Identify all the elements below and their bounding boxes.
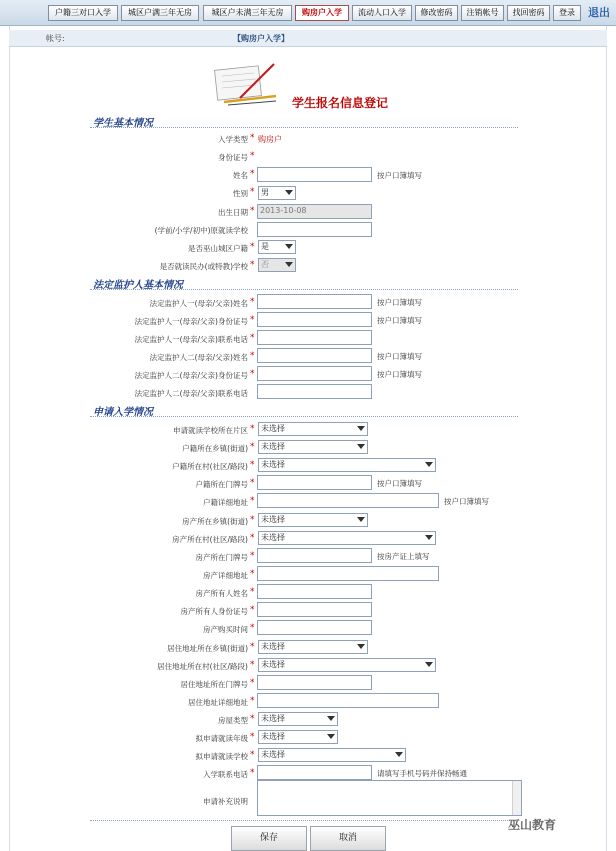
hk-door-input[interactable] <box>257 475 372 490</box>
area-value: 未选择 <box>261 424 285 433</box>
hk-address-label: 户籍详细地址 <box>203 498 248 507</box>
school-label: 拟申请就读学校 <box>195 752 248 761</box>
chevron-down-icon <box>425 662 433 667</box>
required-icon: * <box>250 351 255 361</box>
tab-city-3y[interactable]: 城区户满三年无房 <box>121 5 199 21</box>
tab-migrant[interactable]: 流动人口入学 <box>352 5 412 21</box>
local-select[interactable] <box>258 240 296 254</box>
info-bar <box>9 30 607 47</box>
required-icon: * <box>250 515 255 525</box>
section-guardian: 法定监护人基本情况 <box>93 280 183 291</box>
g2-name-input[interactable] <box>257 348 372 363</box>
hk-address-input[interactable] <box>257 493 439 508</box>
section-divider <box>90 416 518 417</box>
chevron-down-icon <box>327 716 335 721</box>
fc-door-hint: 按房产证上填写 <box>377 552 430 561</box>
required-icon: * <box>250 605 255 615</box>
school-value: 未选择 <box>261 750 285 759</box>
fc-date-label: 房产购买时间 <box>203 625 248 634</box>
name-input[interactable] <box>257 167 372 182</box>
account-label: 帐号: <box>46 34 65 43</box>
rs-town-select[interactable] <box>258 640 368 654</box>
house-type-value: 未选择 <box>261 714 285 723</box>
hk-town-select[interactable] <box>258 440 368 454</box>
required-icon: * <box>250 569 255 579</box>
fc-village-label: 房产所在村(社区/路段) <box>172 535 248 544</box>
fc-town-value: 未选择 <box>261 515 285 524</box>
required-icon: * <box>250 187 255 197</box>
save-button[interactable]: 保存 <box>231 826 307 851</box>
required-icon: * <box>250 260 255 270</box>
local-value: 是 <box>261 242 269 251</box>
required-icon: * <box>250 133 255 143</box>
required-icon: * <box>250 696 255 706</box>
tab-buy-house[interactable]: 购房户入学 <box>295 5 349 21</box>
birth-input[interactable]: 2013-10-08 <box>257 204 372 219</box>
hk-door-label: 户籍所在门牌号 <box>195 480 248 489</box>
chevron-down-icon <box>285 190 293 195</box>
rs-town-label: 居住地址所在乡镇(街道) <box>167 644 248 653</box>
name-hint: 按户口簿填写 <box>377 171 422 180</box>
rs-address-input[interactable] <box>257 693 439 708</box>
g2-phone-label: 法定监护人二(母亲/父亲)联系电话 <box>134 389 248 398</box>
chevron-down-icon <box>425 462 433 467</box>
tab-login[interactable]: 登录 <box>553 5 581 21</box>
phone-label: 入学联系电话 <box>203 770 248 779</box>
chevron-down-icon <box>395 752 403 757</box>
required-icon: * <box>250 442 255 452</box>
fc-date-input[interactable] <box>257 620 372 635</box>
required-icon: * <box>250 551 255 561</box>
required-icon: * <box>250 496 255 506</box>
section-apply: 申请入学情况 <box>93 407 153 418</box>
hk-village-value: 未选择 <box>261 460 285 469</box>
g1-id-label: 法定监护人一(母亲/父亲)身份证号 <box>134 317 248 326</box>
required-icon: * <box>250 660 255 670</box>
hk-village-select[interactable] <box>258 458 436 472</box>
grade-label: 拟申请就读年级 <box>195 734 248 743</box>
fc-owner-label: 房产所有人姓名 <box>195 589 248 598</box>
prev-school-label: (学前/小学/初中)原就读学校 <box>154 226 248 235</box>
section-divider <box>90 127 518 128</box>
fc-address-input[interactable] <box>257 566 439 581</box>
remark-label: 申请补充说明 <box>203 797 248 806</box>
house-type-select[interactable] <box>258 712 338 726</box>
chevron-down-icon <box>357 517 365 522</box>
fc-town-select[interactable] <box>258 513 368 527</box>
gender-select[interactable] <box>258 186 296 200</box>
required-icon: * <box>250 151 255 161</box>
fc-address-label: 房产详细地址 <box>203 571 248 580</box>
fc-town-label: 房产所在乡镇(街道) <box>182 517 248 526</box>
rs-village-select[interactable] <box>258 658 436 672</box>
fc-door-label: 房产所在门牌号 <box>195 553 248 562</box>
cancel-button[interactable]: 取消 <box>310 826 386 851</box>
required-icon: * <box>250 315 255 325</box>
gender-value: 男 <box>261 188 269 197</box>
fc-village-select[interactable] <box>258 531 436 545</box>
g2-phone-input[interactable] <box>257 384 372 399</box>
tab-hj[interactable]: 户籍三对口入学 <box>48 5 118 21</box>
fc-village-value: 未选择 <box>261 533 285 542</box>
gender-label: 性别 <box>233 189 248 198</box>
g1-phone-input[interactable] <box>257 330 372 345</box>
g1-name-label: 法定监护人一(母亲/父亲)姓名 <box>149 299 248 308</box>
fc-owner-input[interactable] <box>257 584 372 599</box>
required-icon: * <box>250 678 255 688</box>
exit-link[interactable]: 退出 <box>588 6 610 19</box>
name-label: 姓名 <box>233 171 248 180</box>
phone-hint: 请填写手机号码并保持畅通 <box>377 769 467 778</box>
chevron-down-icon <box>285 244 293 249</box>
rs-town-value: 未选择 <box>261 642 285 651</box>
chevron-down-icon <box>425 535 433 540</box>
remark-textarea[interactable] <box>257 780 522 816</box>
rs-door-label: 居住地址所在门牌号 <box>180 680 248 689</box>
school-select[interactable] <box>258 748 406 762</box>
required-icon: * <box>250 297 255 307</box>
hk-town-label: 户籍所在乡镇(街道) <box>182 444 248 453</box>
g2-name-label: 法定监护人二(母亲/父亲)姓名 <box>149 353 248 362</box>
top-nav-bar <box>0 0 616 26</box>
hk-town-value: 未选择 <box>261 442 285 451</box>
register-banner-icon <box>210 58 280 106</box>
section-basic: 学生基本情况 <box>93 118 153 129</box>
chevron-down-icon <box>327 734 335 739</box>
required-icon: * <box>250 750 255 760</box>
grade-value: 未选择 <box>261 732 285 741</box>
scrollbar[interactable] <box>512 781 521 815</box>
hk-door-hint: 按户口簿填写 <box>377 479 422 488</box>
watermark: 巫山教育 <box>508 818 557 832</box>
hk-address-hint: 按户口簿填写 <box>444 497 489 506</box>
tab-city-lt3y[interactable]: 城区户未满三年无房 <box>203 5 292 21</box>
prev-school-input[interactable] <box>257 222 372 237</box>
section-divider <box>90 289 518 290</box>
page-tag: 【购房户入学】 <box>233 34 289 43</box>
local-label: 是否巫山城区户籍 <box>188 244 248 253</box>
area-select[interactable] <box>258 422 368 436</box>
enroll-type-value: 购房户 <box>258 135 282 144</box>
g1-id-hint: 按户口簿填写 <box>377 316 422 325</box>
tab-recover-password[interactable]: 找回密码 <box>507 5 550 21</box>
private-select[interactable] <box>258 258 296 272</box>
required-icon: * <box>250 478 255 488</box>
required-icon: * <box>250 206 255 216</box>
g2-name-hint: 按户口簿填写 <box>377 352 422 361</box>
required-icon: * <box>250 714 255 724</box>
chevron-down-icon <box>357 644 365 649</box>
g2-id-hint: 按户口簿填写 <box>377 370 422 379</box>
required-icon: * <box>250 333 255 343</box>
private-label: 是否就读民办(或特教)学校 <box>159 262 248 271</box>
rs-village-label: 居住地址所在村(社区/路段) <box>157 662 248 671</box>
rs-address-label: 居住地址详细地址 <box>188 698 248 707</box>
birth-label: 出生日期 <box>218 208 248 217</box>
g1-name-input[interactable] <box>257 294 372 309</box>
house-type-label: 房屋类型 <box>218 716 248 725</box>
required-icon: * <box>250 242 255 252</box>
rs-village-value: 未选择 <box>261 660 285 669</box>
enroll-type-label: 入学类型 <box>218 135 248 144</box>
required-icon: * <box>250 169 255 179</box>
grade-select[interactable] <box>258 730 338 744</box>
g1-name-hint: 按户口簿填写 <box>377 298 422 307</box>
g1-phone-label: 法定监护人一(母亲/父亲)联系电话 <box>134 335 248 344</box>
private-value: 否 <box>261 260 269 269</box>
required-icon: * <box>250 533 255 543</box>
rs-door-input[interactable] <box>257 675 372 690</box>
required-icon: * <box>250 732 255 742</box>
section-divider <box>90 820 518 821</box>
g2-id-input[interactable] <box>257 366 372 381</box>
required-icon: * <box>250 424 255 434</box>
content-panel <box>9 26 607 851</box>
required-icon: * <box>250 642 255 652</box>
fc-owner-id-label: 房产所有人身份证号 <box>180 607 248 616</box>
required-icon: * <box>250 587 255 597</box>
fc-door-input[interactable] <box>257 548 372 563</box>
required-icon: * <box>250 369 255 379</box>
chevron-down-icon <box>357 426 365 431</box>
required-icon: * <box>250 623 255 633</box>
fc-owner-id-input[interactable] <box>257 602 372 617</box>
tab-cancel-account[interactable]: 注销帐号 <box>461 5 504 21</box>
tab-change-password[interactable]: 修改密码 <box>415 5 458 21</box>
chevron-down-icon <box>285 262 293 267</box>
g1-id-input[interactable] <box>257 312 372 327</box>
chevron-down-icon <box>357 444 365 449</box>
g2-id-label: 法定监护人二(母亲/父亲)身份证号 <box>134 371 248 380</box>
required-icon: * <box>250 768 255 778</box>
area-label: 申请就读学校所在片区 <box>173 426 248 435</box>
id-label: 身份证号 <box>218 153 248 162</box>
required-icon: * <box>250 460 255 470</box>
hk-village-label: 户籍所在村(社区/路段) <box>172 462 248 471</box>
phone-input[interactable] <box>257 765 372 780</box>
page-title: 学生报名信息登记 <box>292 96 389 110</box>
